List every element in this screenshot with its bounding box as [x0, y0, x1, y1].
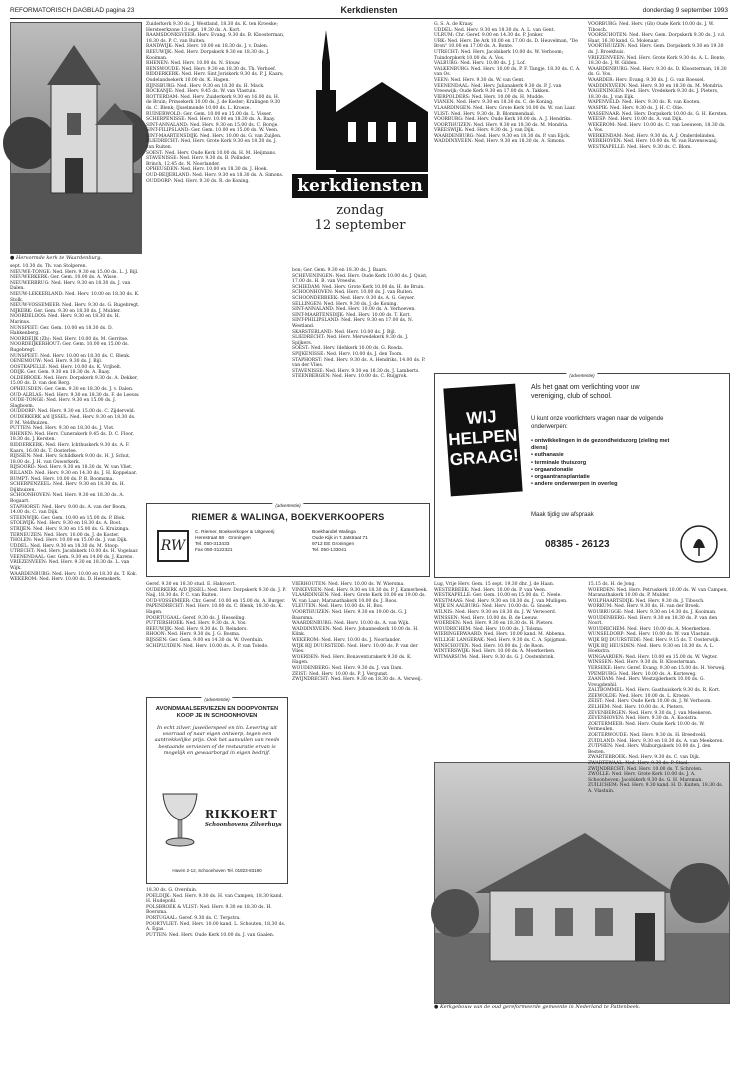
- list-item: • ontwikkelingen in de gezondheidszorg (zieling met diens): [531, 438, 670, 452]
- masthead: [10, 4, 728, 19]
- heading-box: [443, 384, 522, 497]
- ad-body: U kunt onze voorlichters vragen naar de volgende onderwerpen:: [531, 416, 664, 430]
- ad-rikkoert: [146, 697, 288, 884]
- listing-text: Zuiderkerk 9.30 ds. J. Westland, 18.30 ds. K. ten Kroeske; Hersteerkzone 13 sept. 19.30 ds. A. Kort. RAAMSDONKSVEER: Herv. Evang. 9.30 ds. B. Kloosterman, 18.30 ds. P. C. van Ruiten. RANDWIJK: Ned. Herv. 10.00 en 18.30 ds. J. v. Dalen. REEUWIJK: Ned. Herv. Dorpskerk 9.30 en 18.30 ds. J. Kooiman. RHENEN: Ned. Herv. 10.00 ds. N. Stouw. RENSWOUDE: Ned. Herv. 9.30 en 18.30 ds. Th. Verhoef. RIDDERKERK: Ned. Herv. Sint Joriskerk 9.30 ds. P. J. Kaars; Oudelandsekerk 10.00 ds. K. Hagen. RIJNSBURG: Ned. Herv. 9.30 en 18.30 ds. H. Mack. ROCKANJE: Ned. Herv. 9.45 ds. W. van Vlastuin. ROTTERDAM: Ned. Herv. Zuiderkerk 9.30 en 16.00 ds. H. de Bruin; Prinsekerk 10.00 ds. J. de Koster; Kralingen 9.30 ds. C. Blenk; IJsselmonde 10.00 ds. L. Kroeze. RUINERWOLD: Ger. Gem. 10.00 en 15.00 ds. L. Visser. SCHERPENISSE: Ned. Herv. 10.00 en 18.30 ds. A. Baay. SINT-ANNALAND: Ned. Herv. 9.30 en 15.00 ds. C. Borsje. SINT-FILIPSLAND: Ger. Gem. 10.00 en 15.00 ds. W. Veen. SINT-MAARTENSDIJK: Ned. Herv. 10.00 ds. G. van Zuijlen. SLIEDRECHT: Ned. Herv. Grote Kerk 9.30 en 18.30 ds. J. van Ruiten. SOEST: Ned. Herv. Oude Kerk 10.00 ds. H. M. Heijmans. STAVENISSE: Ned. Herv. 9.30 ds. B. Polinder. Brinch, 12.45 ds. N. Noorlander. OPHEUSDEN: Ned. Herv. 10.00 en 18.30 ds. J. Hoek. OUD-BEIJERLAND: Ned. Herv. 9.30 en 18.30 ds. A. Simons. OUDDORP: Ned. Herv. 9.30 ds. R. de Koning.: [146, 22, 285, 184]
- church-illustration: [11, 23, 141, 253]
- listing-column-2b: [146, 582, 286, 692]
- photo-caption-waardenburg: ● Hervormde kerk te Waardenburg.: [10, 255, 102, 261]
- kerkdiensten-feature: [292, 22, 428, 262]
- ad-footer: Haven 2-12, Schoonhoven Tel. 01823-83190: [172, 868, 262, 873]
- issue-date: donderdag 9 september 1993: [642, 7, 728, 14]
- church-building-illustration: [435, 763, 729, 1003]
- rw-logo: RW: [157, 530, 189, 562]
- listing-column-3c: [292, 582, 428, 1064]
- listing-column-4b: [434, 582, 582, 758]
- listing-text: G. S. A. de Kraay. UDDEL: Ned. Herv. 9.30 en 18.30 ds. A. L. van Gent. ULRUM: Chr. Geref. 9.00 en 14.30 ds. P. Jonker. URK: Ned. Herv. De Ark 10.00 en 17.00 ds. D. Heuvelman, "De Bron" 10.00 en 17.00 ds. A. Bonte. UTRECHT: Ned. Herv. Jacobikerk 10.00 ds. W. Verboom; Tuindorpkerk 10.00 ds. A. Vos. VALBURG: Ned. Herv. 10.00 ds. J. J. Lof. VALKENBURG: Ned. Herv. 10.00 ds. P. F. Tangje, 18.30 ds. C. A. van Os. VEEN: Ned. Herv. 9.30 ds. W. van Gent. VEENENDAAL: Ned. Herv. Julianakerk 9.30 ds. P. J. van Vreeswijk; Oude Kerk 9.30 en 17.00 ds. A. Takken. VIERPOLDERS: Ned. Herv. 10.00 ds. H. Mudde. VIANEN: Ned. Herv. 9.30 en 18.30 ds. C. de Koning. VLAARDINGEN: Ned. Herv. Grote Kerk 10.00 ds. W. van Laar. VLIST: Ned. Herv. 9.30 ds. B. Blommendaal. VOORBURG: Ned. Herv. Oude Kerk 10.00 ds. A. J. Hendriks. VOORTHUIZEN: Ned. Herv. 9.30 en 18.30 ds. M. Mondria. VREESWIJK: Ned. Herv. 9.30 ds. J. van Dijk. WAARDENBURG: Ned. Herv. 9.30 en 18.30 ds. P. van Eijck. WADDINXVEEN: Ned. Herv. 9.30 en 18.30 ds. A. Simons.: [434, 22, 581, 145]
- photo-caption-pattenbeek: ● Kerkgebouw van de oud gereformeerde gemeente in Nederland te Pattenbeek.: [434, 1004, 641, 1010]
- church-photo-waardenburg: [10, 22, 142, 254]
- listing-column-2: [146, 22, 286, 497]
- ad-title: RIEMER & WALINGA, BOEKVERKOOPERS: [191, 512, 385, 522]
- church-photo-pattenbeek: [434, 762, 730, 1004]
- ad-address-right: Boekhandel Walinga Oude Kijk in 't Jatstraat 71 9712 EE Groningen Tel. 050-133041: [312, 530, 368, 553]
- ad-brand: RIKKOERT: [205, 808, 278, 821]
- listing-text: Geref. 9.30 en 18.30 stud. E. Hakvoort. OUDERKERK A/D IJSSEL: Ned. Herv. Dorpskerk 9.30 ds. J. P. Naij, 18.30 ds. P. C. van Ruiten. OUD-VOSSEMEER: Chr. Geref. 10.00 en 15.00 ds. A. Burger. PAPENDRECHT: Ned. Herv. 10.00 ds. C. Blenk, 18.30 ds. K. Hagen. POORTUGAAL: Geref. 9.30 ds. J. Hesseling. PUTTERSHOEK: Ned. Herv. 9.30 ds. A. Vos. REEUWIJK: Ned. Herv. 9.30 ds. D. Reinders. RHOON: Ned. Herv. 9.30 ds. J. G. Bosma. RIJSSEN: Ger. Gem. 9.00 en 14.30 ds. W. Overduin. SCHIPLUIDEN: Ned. Herv. 10.00 ds. A. P. van Toledo.: [146, 582, 286, 649]
- ad-address-left: C. Riemer, Boekverkoper & Uitgeverij Herestraat 68 · Groningen Tel. 050-313433 Fax 050-3122321: [195, 530, 275, 553]
- paper-name: REFORMATORISCH DAGBLAD pagina 23: [10, 7, 135, 14]
- listing-column-5b: [588, 582, 728, 794]
- listing-column-2c: [146, 888, 286, 1064]
- listing-column-1: [10, 264, 140, 1064]
- list-item: • euthanasie: [531, 452, 564, 459]
- listing-column-4: [434, 22, 582, 367]
- bullet-icon: ●: [10, 255, 15, 261]
- listing-column-3: [292, 268, 428, 502]
- feature-date: zondag 12 september: [314, 203, 406, 233]
- listing-text: VIERHOUTEN: Ned. Herv. 10.00 ds. W. Wiersma. VINKEVEEN: Ned. Herv. 9.30 en 18.30 ds. P. J. Kamerbeek. VLAARDINGEN: Ned. Herv. Grote Kerk 10.00 en 19.00 ds. W. van Laar; Maranathakerk 10.00 ds. J. Roos. VLEUTEN: Ned. Herv. 10.00 ds. H. Bos. VOORTHUIZEN: Ned. Herv. 9.30 en 19.00 ds. G. J. Baarsma. WAARDENBURG: Ned. Herv. 10.00 ds. A. van Wijk. WADDINXVEEN: Ned. Herv. Johanneskerk 10.00 ds. H. Klink. WEKEROM: Ned. Herv. 10.00 ds. J. Noorlander. WIJK BIJ DUURSTEDE: Ned. Herv. 10.00 ds. P. van der Vlies. WOERDEN: Ned. Herv. Bonaventurakerk 9.30 ds. K. Hagen. WOUDENBERG: Ned. Herv. 9.30 ds. J. van Dam. ZEIST: Ned. Herv. 10.00 ds. P. J. Vergunst. ZWIJNDRECHT: Ned. Herv. 9.30 en 18.30 ds. A. Verweij.: [292, 582, 428, 683]
- listing-text: sept. 10.30 ds. Th. van Stolperen. NIEUWE-TONGE: Ned. Herv. 9.30 en 15.00 ds. L. J. Bijl. NIEUWERKERK: Ger. Gem. 10.00 ds. A. Wisse. NIEUWERBRUG: Ned. Herv. 9.30 en 18.30 ds. J. van Dalen. NIEUW-LEKKERLAND: Ned. Herv. 10.00 en 18.30 ds. K. Stolk. NIEUW-VOSSEMEER: Ned. Herv. 9.30 ds. G. Rugebregt. NIJKERK: Ger. Gem. 9.30 en 18.30 ds. J. Mulder. NOORDELOOS: Ned. Herv. 9.30 en 18.30 ds. H. Marinus. NUNSPEET: Ger. Gem. 10.00 en 18.30 ds. D. Hakkenberg. NOORDEIJK (Zh): Ned. Herv. 10.00 ds. M. Gerritse. NOORDEIJKERHOUT: Ger. Gem. 10.00 en 15.00 ds. Rugebregt. NUNSPEET: Ned. Herv. 10.00 en 18.30 ds. C. Blenk. OENEMOUW: Ned. Herv. 9.30 ds. J. Bijl. OOSTKAPELLE: Ned. Herv. 10.00 ds. K. Vrijbelt. ODIJK: Ger. Gem. 9.30 en 18.30 ds. A. Baay. OLDEBROEK: Ned. Herv. Dorpskerk 9.30 ds. A. Dekker, 15.00 ds. D. van den Berg. OPHEUSDEN: Ger. Gem. 9.30 en 18.30 ds. J. v. Dalen. OUD-ALBLAS: Ned. Herv. 9.30 en 18.30 ds. F. de Leeuw. OUDE-TONGE: Ned. Herv. 9.30 en 15.00 ds. J. Slagboom. OUDDORP: Ned. Herv. 9.30 en 15.00 ds. C. Zijderveld. OUDERKERK a/d IJSSEL: Ned. Herv. 9.30 en 18.30 ds. P. M. Veldhuizen. PUTTEN: Ned. Herv. 9.30 en 18.30 ds. J. Vlot. RHENEN: Ned. Herv. Cunerakerk 9.45 ds. D. C. Floor, 18.30 ds. J. Kersten. RIDDERKERK: Ned. Herv. Ichthuskerk 9.30 ds. A. F. Kaars, 16.00 ds. T. Oosterlee. RIJSSEN: Ned. Herv. Schildkerk 9.00 ds. H. J. Schut, 18.00 ds. J. H. van Ouwerkerk. RIJSOORD: Ned. Herv. 9.30 en 18.30 ds. W. van Vliet. RILLAND: Ned. Herv. 9.30 en 14.30 ds. J. H. Koppelaar. RUMPT: Ned. Herv. 10.00 ds. P. B. Boomsma. SCHERPENZEEL: Ned. Herv. 9.30 en 18.30 ds. H. Dijkhuizen. SCHOONHOVEN: Ned. Herv. 9.30 en 18.30 ds. A. Bogaart. STAPHORST: Ned. Herv. 9.00 ds. A. van der Boom, 14.00 ds. C. van Dijk. STEENWIJK: Ger. Gem. 10.00 en 15.00 ds. P. Blok. STOLWIJK: Ned. Herv. 9.30 en 18.30 ds. A. Boot. STRIJEN: Ned. Herv. 9.30 en 15.00 ds. G. Kruizinga. TERNEUZEN: Ned. Herv. 10.00 ds. J. de Koster. THOLEN: Ned. Herv. 10.00 en 15.00 ds. J. van Dijk. UDDEL: Ned. Herv. 9.30 en 18.30 ds. M. Stoop. UTRECHT: Ned. Herv. Jacobikerk 10.00 ds. H. Vogelaar. VEENENDAAL: Ger. Gem. 9.30 en 14.00 ds. J. Karens. VRIEZENVEEN: Ned. Herv. 9.30 en 18.30 ds. L. van Wijk. WAARDENBURG: Ned. Herv. 10.00 en 18.30 ds. T. Kok. WEKEROM: Ned. Herv. 10.00 ds. D. Heemskerk.: [10, 264, 140, 583]
- list-item: • orgaandonatie: [531, 466, 574, 473]
- ad-brand-sub: Schoonhovens Zilverhuys: [205, 822, 282, 828]
- ad-body: In echt zilver, juwelierspeel en tin. Levering uit voorraad of naar eigen ontwerp, tegen een aantrekkelijke prijs. Ook het aanvullen van reeds bestaande serviezen of de restauratie ervan is mogelijk en gewaarborgd in eigen bedrijf.: [154, 725, 280, 756]
- bullet-icon: ●: [434, 1004, 439, 1010]
- ad-intro: Als het gaat om verlichting voor uw vereniging, club of school.: [531, 384, 640, 400]
- ad-phone: 08385 - 26123: [545, 539, 610, 550]
- ad-wij-helpen: [434, 373, 730, 578]
- chalice-icon: [155, 790, 205, 850]
- listing-text: 18.30 ds. G. Overduin. POELDIJK: Ned. Herv. 9.30 ds. H. van Campen, 18.30 kand. H. Hudepohl. POLSBROEK & VLIST: Ned. Herv. 9.30 en 18.30 ds. H. Boersma. PORTUGAAL: Geref. 9.30 ds. C. Terpstra. POORTVLIET: Ned. Herv. 10.00 kand. L. Schouten, 18.30 ds. A. Egas. PUTTEN: Ned. Herv. Oude Kerk 10.00 ds. J. van Gaalen.: [146, 888, 286, 938]
- ad-cta: Maak tijdig uw afspraak: [531, 512, 594, 518]
- listing-text: Lug, Vrije Herv. Gem. 15 sept. 19.30 dhr. J. de Haan. WESTERBEEK: Ned. Herv. 10.00 ds. P. van Veen. WESTKAPELLE: Ger. Gem. 10.00 en 15.00 ds. C. Neele. WESTMAAS: Ned. Herv. 9.30 en 18.30 ds. J. van Mulligen. WIJK EN AALBURG: Ned. Herv. 10.00 ds. G. Snoek. WILNIS: Ned. Herv. 9.30 en 18.30 ds. J. W. Verwoerd. WINSSEN: Ned. Herv. 10.00 ds. B. de Leeuw. WOERDEN: Ned. Herv. 9.30 en 18.30 ds. H. Pieters. WOUDRICHEM: Ned. Herv. 10.00 ds. J. Tolsma. WIERINGERWAARD: Ned. Herv. 10.00 kand. M. Abbema. WILLIGE LANGERAK: Ned. Herv. 9.30 ds. C. A. Spijgman. WINSCHOTEN: Ned. Herv. 10.00 ds. J. de Roon. WINTERSWIJK: Ned. Herv. 10.00 ds. A. Moerkerken. WITMARSUM: Ned. Herv. 9.30 ds. G. J. Oostenbrink.: [434, 582, 568, 660]
- list-item: • andere onderwerpen in overleg: [531, 481, 618, 488]
- listing-column-5: [588, 22, 728, 367]
- listing-text: 15.15 ds. H. de Jong. WOERDEN: Ned. Herv. Petruskerk 10.00 ds. W. van Campen, Maranathakerk 10.00 ds. P. Mulder. WOLPHAARTSDIJK: Ned. Herv. 9.30 ds. J. Tibosch. WORKUM: Ned. Herv. 9.30 ds. H. van der Broek. WOUBRUGGE: Ned. Herv. 9.30 en 14.30 ds. J. Kooiman. WOUDENBERG: Ned. Herv. 9.30 en 18.30 ds. P. van den Noort. WOUDRICHEM: Ned. Herv. 10.00 ds. A. Moerkerken. WUNSELDORP: Ned. Herv. 10.00 ds. W. van Vlastuin. WIJK BIJ DUURSTEDE: Ned. Herv. 9.15 ds. T. Oosterwijk. WIJK BIJ HEUSDEN: Ned. Herv. 9.30 en 18.30 ds. A. L. Hoekstra. WINGAARDEN: Ned. Herv. 10.00 en 15.00 ds. W. Vegter. WINSSEN: Ned. Herv. 9.30 ds. B. Kloosterman. YERSEKE: Herv. Geref. Evang. 9.30 en 15.00 ds. H. Verweij. YPEMBURG: Ned. Herv. 10.00 ds. A. Korteweg. ZAANDAM: Ned. Herv. Westzijderkerk 10.00 ds. G. Vreugdenhil. ZALTBOMMEL: Ned. Herv. Gasthuiskerk 9.30 ds. R. Kort. ZEEWOLDE: Ned. Herv. 10.00 ds. L. Kroeze. ZEIST: Ned. Herv. Oude Kerk 10.00 ds. J. W. Verboom. ZELHEM: Ned. Herv. 10.00 ds. A. Pieters. ZEVENBERGEN: Ned. Herv. 9.30 ds. J. van Meekeren. ZEVENHOVEN: Ned. Herv. 9.30 ds. A. Kooistra. ZOETERMEER: Ned. Herv. Oude Kerk 10.00 ds. W. Vermeulen. ZOETERWOUDE: Ned. Herv. 9.30 ds. H. Breedveld. ZUIDLAND: Ned. Herv. 9.30 en 18.30 ds. A. van Meekeren. ZUTPHEN: Ned. Herv. Walburgiskerk 10.00 ds. J. den Besten. ZWARTEBROEK: Ned. Herv. 9.30 ds. C. van Dijk. ZWARTEWAAL: Ned. Herv. 9.30 ds. P. Staal. ZWIJNDRECHT: Ned. Herv. 10.00 ds. T. Schroten. ZWOLLE: Ned. Herv. Grote Kerk 10.00 ds. J. A. Schoonhoven; Jacobikerk 9.30 ds. G. H. Marsman. ZUILICHEM: Ned. Herv. 9.30 kand. H. D. Kuiten, 18.30 ds. A. Vlastuin.: [588, 582, 728, 794]
- list-item: • orgaantransplantatie: [531, 474, 590, 481]
- ad-list: [531, 438, 671, 488]
- ad-riemer-walinga: [146, 503, 430, 577]
- section-title: Kerkdiensten: [340, 5, 398, 15]
- listing-text: VOORBURG: Ned. Herv. (Gb) Oude Kerk 10.00 ds. J. W. Tibosch. VOORSCHOTEN: Ned. Herv. Gem. Dorpskerk 9.30 ds. J. v.d. Haar, 16.30 kand. G. Molenaar. VOORTHUIZEN: Ned. Herv. Gem. Dorpskerk 9.30 en 19.30 ds. J. Broekhuis. VRIEZENVEEN: Ned. Herv. Grote Kerk 9.30 ds. A. L. Bonte, 18.30 ds. J. W. Gilden. WAARDENBURG: Ned. Herv. 9.30 ds. D. Kloosterman, 18.30 ds. G. Vos. WAARDER: Herv. Evang. 9.30 ds. J. G. van Roessel. WADDINXVEEN: Ned. Herv. 9.30 en 18.30 ds. M. Mondria. WAGENINGEN: Ned. Herv. Vredekerk 9.30 ds. J. Pieters, 18.30 ds. J. van Eijk. WAPENVELD: Ned. Herv. 9.30 ds. R. van Kooten. WASPIK: Ned. Herv. 9.30 ds. J. H. C. Olie. WASSENAAR: Ned. Herv. Dorpskerk 10.00 ds. G. H. Kersten. WEESP: Ned. Herv. 10.00 ds. A. van Dijk. WEKEROM: Ned. Herv. 10.00 ds. C. van Leeuwen, 18.30 ds. A. Vos. WERKENDAM: Ned. Herv. 9.30 ds. A. J. Onderdelinden. WERKHOVEN: Ned. Herv. 10.00 ds. W. van Ravenswaaij. WESTKAPELLE: Ned. Herv. 9.30 ds. C. Blom.: [588, 22, 728, 151]
- list-item: • terminale thuiszorg: [531, 459, 587, 466]
- listing-text: bon; Ger. Gem. 9.30 en 18.30 ds. J. Baars. SCHEVENINGEN: Ned. Herv. Oude Kerk 10.00 ds. J. Quist, 17.00 ds. H. B. van Vreeslw. SCHIEDAM: Ned. Herv. Grote Kerk 10.00 ds. H. de Bruin. SCHOONHOVEN: Ned. Herv. 10.00 ds. J. van Ruiten. SCHOONDERBEEK: Ned. Herv. 9.30 ds. A. G. Geyser. SELLINGEN: Ned. Herv. 9.30 ds. J. de Koning. SINT-ANNALAND: Ned. Herv. 10.00 ds. A. Verhoeven. SINT-MAARTENSDIJK: Ned. Herv. 10.00 ds. T. Kort. SINT-PHILIPSLAND: Ned. Herv. 9.30 en 17.00 ds. N. Westland. SKARSTERLAND: Ned. Herv. 10.00 ds. J. Bijl. SLIEDRECHT: Ned. Herv. Merwedekerk 9.30 ds. J. Spijkers. SOEST: Ned. Herv. Idehkerk 10.00 ds. G. Rooda. SPIJKENISSE: Ned. Herv. 10.00 ds. J. den Toom. STAPHORST: Ned. Herv. 9.30 ds. A. Hendriks, 14.00 ds. P. van der Vlies. STAVENISSE: Ned. Herv. 9.30 en 18.30 ds. J. Lamberts. STEENBERGEN: Ned. Herv. 10.00 ds. C. Ruijgrok.: [292, 268, 428, 380]
- tulip-logo-icon: [679, 524, 719, 564]
- ad-tag: (advertentie): [566, 373, 597, 378]
- church-silhouette-icon: [292, 22, 428, 172]
- ad-heading: WIJ HELPEN GRAAG!: [447, 407, 520, 470]
- ad-title: AVONDMAALSERVIEZEN EN DOOPVONTEN KOOP JE IN SCHOONHOVEN: [155, 706, 279, 719]
- feature-title: kerkdiensten: [292, 174, 428, 198]
- ad-tag: (advertentie): [201, 697, 232, 702]
- ad-tag: (advertentie): [272, 503, 303, 508]
